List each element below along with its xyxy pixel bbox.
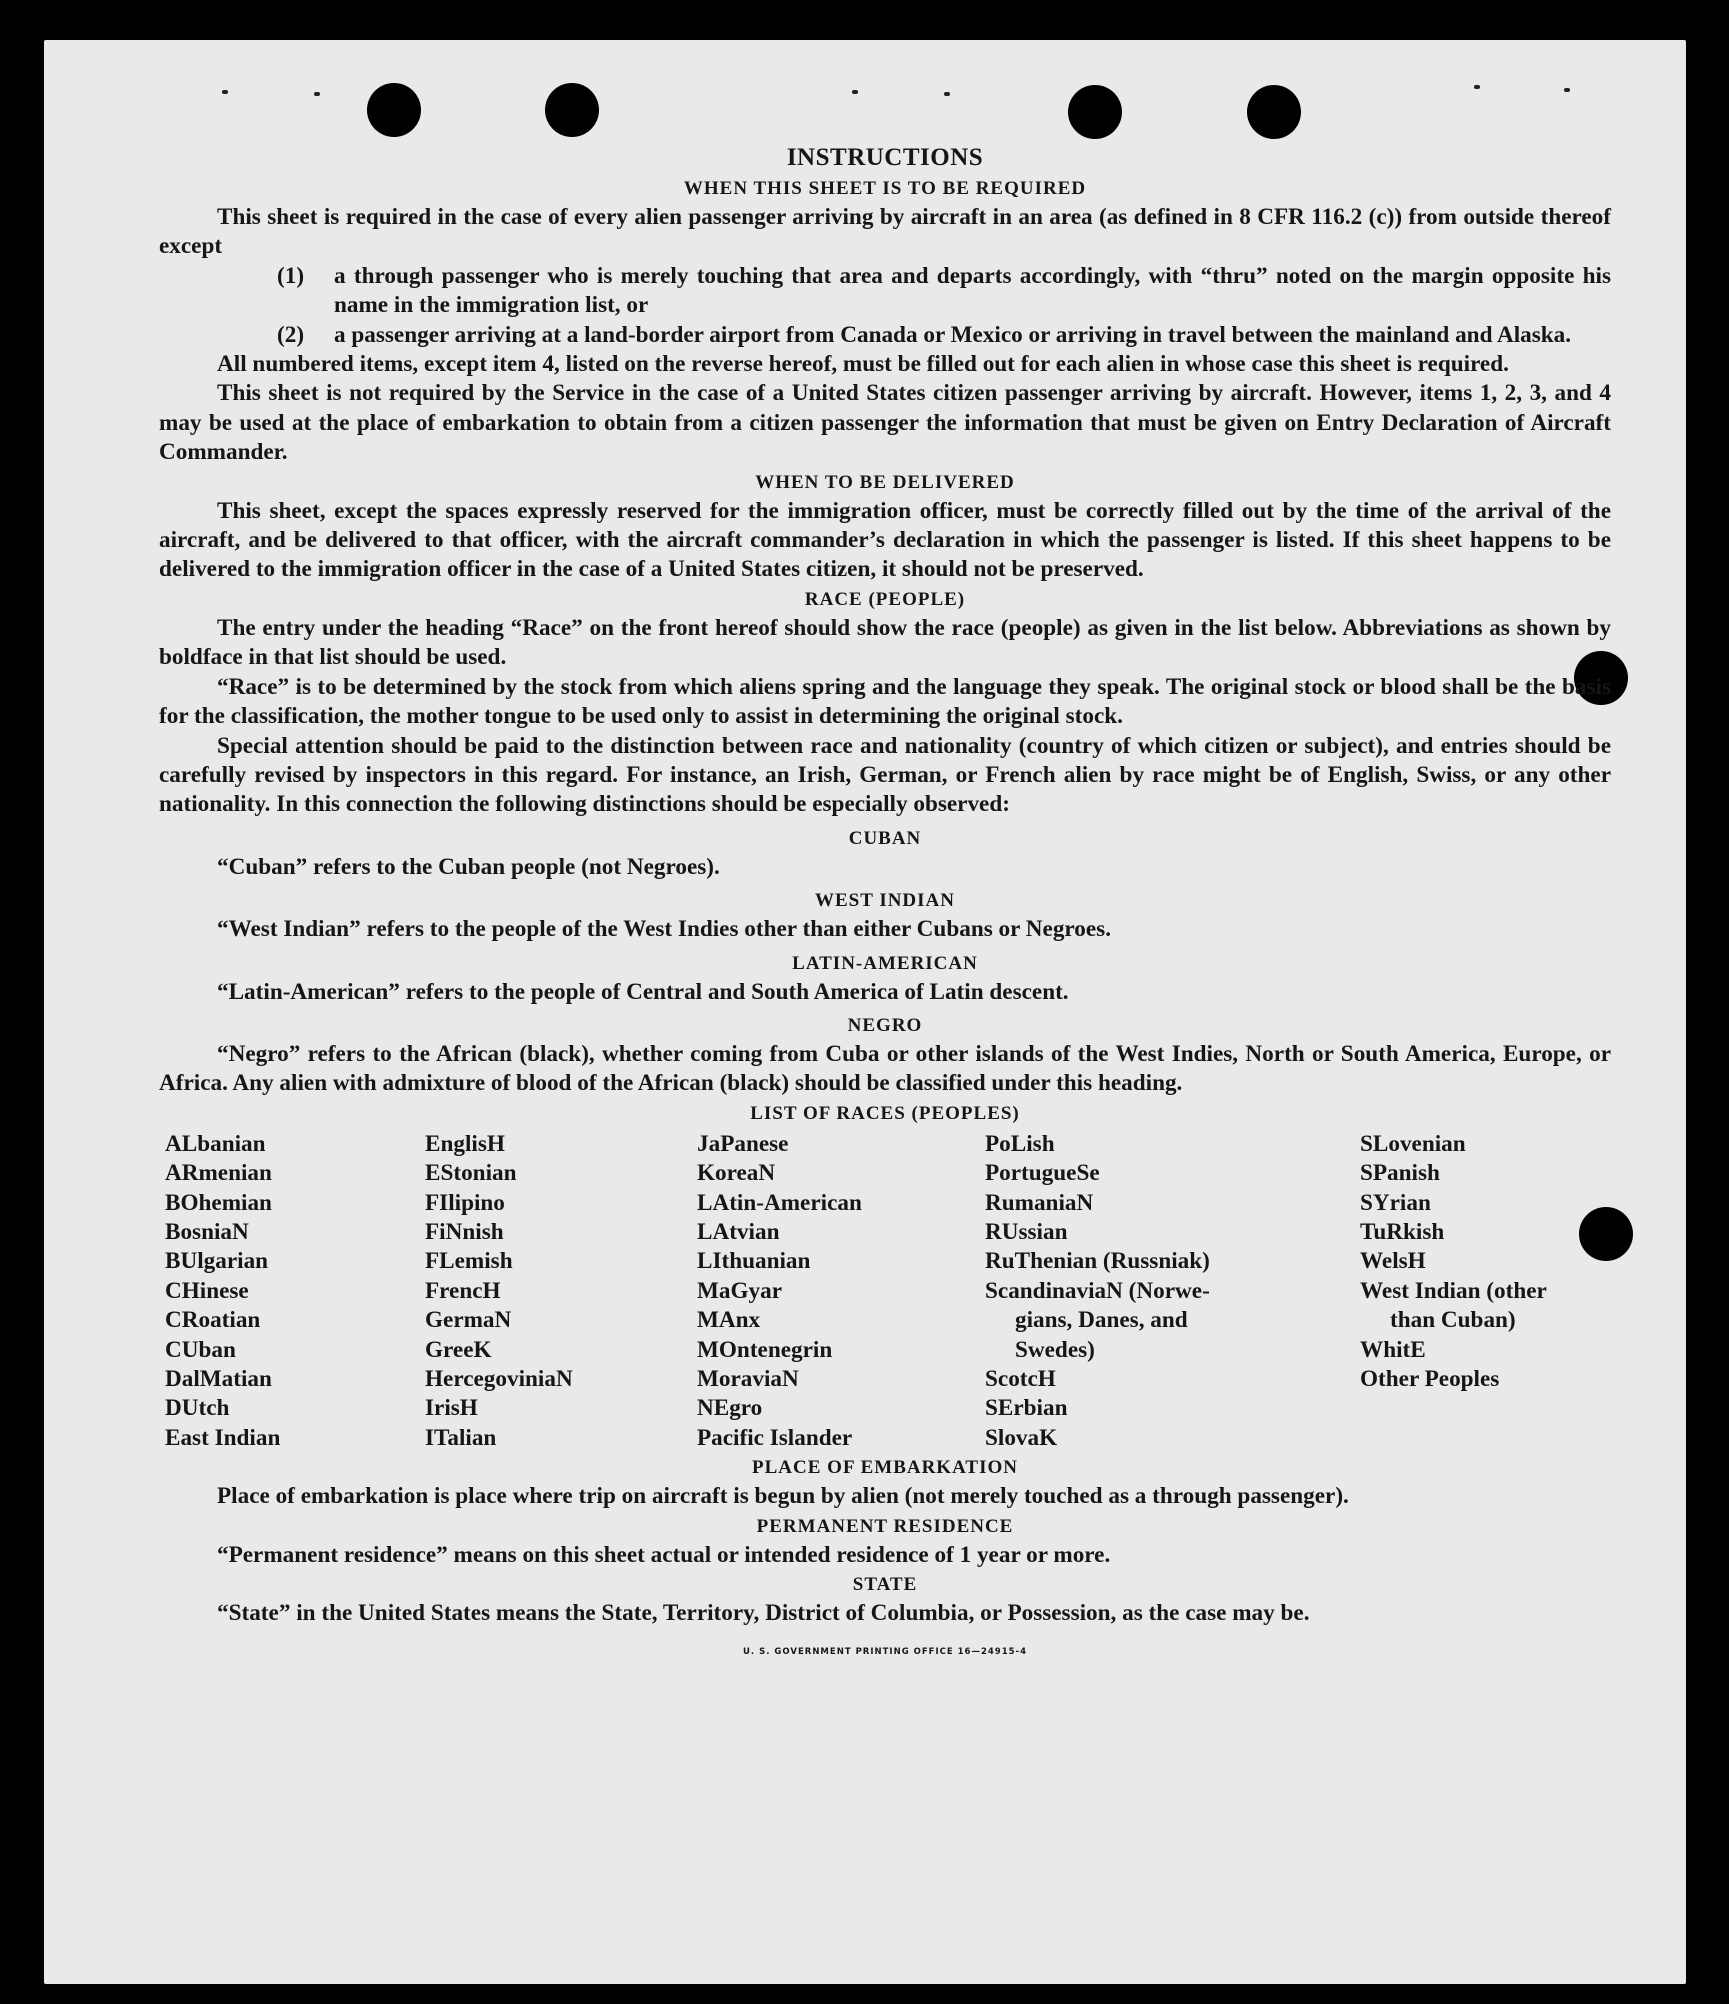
race-entry: SErbian (985, 1395, 1068, 1422)
race-entry: FiNnish (425, 1218, 504, 1245)
race-entry: ARmenian (165, 1160, 272, 1187)
exception-text: a through passenger who is merely touching that area and departs accordingly, with “thru” noted on the margin opposite his name in the immigration list, or (334, 262, 1611, 319)
paragraph: “West Indian” refers to the people of the West Indies other than either Cubans or Negroes. (217, 916, 1112, 943)
race-entry: LAtvian (697, 1218, 780, 1245)
race-entry: HercegoviniaN (425, 1366, 573, 1392)
race-entry: Pacific Islander (697, 1424, 853, 1451)
heading-latin-american: LATIN-AMERICAN (792, 952, 978, 974)
heading-embarkation: PLACE OF EMBARKATION (752, 1457, 1018, 1479)
race-entry: NEgro (697, 1395, 763, 1422)
paragraph: “State” in the United States means the State, Territory, District of Columbia, or Possession, as the case may be. (217, 1600, 1310, 1627)
race-entry: EnglisH (425, 1130, 505, 1157)
punch-hole (545, 83, 599, 137)
race-entry: LIthuanian (697, 1248, 811, 1275)
race-entry: ALbanian (165, 1130, 266, 1157)
heading-state: STATE (852, 1574, 918, 1596)
race-entry: CRoatian (165, 1307, 261, 1334)
speck (222, 90, 228, 94)
race-entry: PoLish (985, 1130, 1055, 1157)
race-entry: BUlgarian (165, 1248, 269, 1275)
race-entry: BOhemian (165, 1189, 272, 1216)
race-entry: BosniaN (165, 1218, 249, 1245)
race-column (1360, 1130, 1615, 1453)
heading-negro: NEGRO (847, 1014, 923, 1036)
race-entry: DalMatian (165, 1366, 272, 1392)
paragraph: “Latin-American” refers to the people of Central and South America of Latin descent. (217, 978, 1069, 1005)
race-entry: MOntenegrin (697, 1336, 833, 1363)
required-intro: This sheet is required in the case of every alien passenger arriving by aircraft in an area (as defined in 8 CFR 116.2 (c)) from outside thereof except (159, 204, 1611, 260)
race-entry: RumaniaN (985, 1189, 1094, 1216)
race-entry: ITalian (425, 1424, 497, 1451)
race-entry: ScotcH (985, 1366, 1056, 1392)
race-entry: KoreaN (697, 1160, 776, 1187)
speck (1564, 88, 1570, 92)
race-entry: SYrian (1360, 1189, 1431, 1216)
punch-hole (1247, 85, 1301, 139)
paragraph: This sheet is not required by the Service in the case of a United States citizen passenger arriving by aircraft. However, items 1, 2, 3, and 4 may be used at the place of embarkation to obtain from a citizen passenger the information that must be given on Entry Declaration of Aircraft Commander. (159, 380, 1611, 466)
punch-hole (1068, 85, 1122, 139)
race-entry: EStonian (425, 1160, 517, 1187)
race-entry-continued: gians, Danes, and (1015, 1307, 1188, 1334)
speck (852, 90, 858, 94)
document-body (159, 142, 1611, 1668)
page-title: INSTRUCTIONS (786, 144, 984, 171)
race-column (425, 1130, 697, 1453)
race-entry: JaPanese (697, 1130, 789, 1157)
heading-west-indian: WEST INDIAN (815, 890, 955, 912)
race-entry: MoraviaN (697, 1366, 799, 1392)
paragraph: “Race” is to be determined by the stock from which aliens spring and the language they speak. The original stock or blood shall be the basis for the classification, the mother tongue to be used only to assist in determining the original stock. (159, 673, 1611, 730)
race-entry: CHinese (165, 1277, 249, 1304)
race-entry: MaGyar (697, 1277, 782, 1304)
exception-number: (1) (277, 262, 305, 289)
speck (944, 92, 950, 96)
race-entry: DUtch (165, 1395, 230, 1422)
race-column (697, 1130, 985, 1453)
race-entry: SPanish (1360, 1160, 1440, 1187)
heading-list-of-races: LIST OF RACES (PEOPLES) (750, 1102, 1020, 1124)
race-entry: WelsH (1360, 1248, 1426, 1275)
heading-when-required: WHEN THIS SHEET IS TO BE REQUIRED (683, 178, 1087, 199)
race-entry: SLovenian (1360, 1130, 1466, 1157)
race-entry: FrencH (425, 1277, 501, 1304)
race-entry: East Indian (165, 1424, 281, 1451)
race-entry-continued: Swedes) (1015, 1336, 1095, 1363)
race-entry: GermaN (425, 1307, 512, 1334)
paragraph: Special attention should be paid to the distinction between race and nationality (country of which citizen or subject), and entries should be carefully revised by inspectors in this regard. For instance, an Irish, German, or French alien by race might be of English, Swiss, or any other nationality. In this connection the following distinctions should be especially observed: (159, 732, 1611, 818)
heading-permanent-residence: PERMANENT RESIDENCE (756, 1515, 1014, 1537)
punch-hole (367, 83, 421, 137)
race-entry: ScandinaviaN (Norwe- (985, 1277, 1210, 1304)
race-entry: LAtin-American (697, 1189, 862, 1216)
race-entry: Other Peoples (1360, 1366, 1500, 1392)
paragraph: “Negro” refers to the African (black), whether coming from Cuba or other islands of the West Indies, North or South America, Europe, or Africa. Any alien with admixture of blood of the African (black) should be classified under this heading. (159, 1040, 1611, 1097)
paragraph: Place of embarkation is place where trip on aircraft is begun by alien (not merely touched as a through passenger). (217, 1483, 1349, 1510)
race-entry: RUssian (985, 1218, 1068, 1245)
race-entry-continued: than Cuban) (1390, 1307, 1516, 1334)
race-column (165, 1130, 425, 1453)
race-list (165, 1130, 1615, 1453)
paragraph: “Cuban” refers to the Cuban people (not Negroes). (217, 853, 720, 880)
race-entry: PortugueSe (985, 1160, 1100, 1187)
race-entry: FIlipino (425, 1189, 505, 1216)
paragraph: “Permanent residence” means on this sheet actual or intended residence of 1 year or more. (217, 1541, 1111, 1568)
exception-item-2 (159, 321, 1611, 350)
race-entry: SlovaK (985, 1424, 1058, 1451)
race-entry: IrisH (425, 1395, 478, 1422)
race-entry: West Indian (other (1360, 1277, 1547, 1304)
speck (1474, 85, 1480, 89)
race-entry: WhitE (1360, 1336, 1426, 1363)
exception-text: a passenger arriving at a land-border airport from Canada or Mexico or arriving in travel between the mainland and Alaska. (334, 321, 1572, 348)
paragraph: All numbered items, except item 4, listed on the reverse hereof, must be filled out for each alien in whose case this sheet is required. (217, 351, 1509, 378)
heading-race: RACE (PEOPLE) (804, 588, 966, 610)
race-entry: FLemish (425, 1248, 513, 1275)
printer-imprint: U. S. GOVERNMENT PRINTING OFFICE 16—24915-4 (743, 1647, 1027, 1658)
race-column (985, 1130, 1360, 1453)
exception-item-1 (159, 262, 1611, 321)
paragraph: This sheet, except the spaces expressly reserved for the immigration officer, must be correctly filled out by the time of the arrival of the aircraft, and be delivered to that officer, with the aircraft commander’s declaration in which the passenger is listed. If this sheet happens to be delivered to the immigration officer in the case of a United States citizen, it should not be preserved. (159, 497, 1611, 583)
race-entry: RuThenian (Russniak) (985, 1248, 1210, 1275)
race-entry: GreeK (425, 1336, 492, 1363)
exception-number: (2) (277, 321, 305, 348)
paragraph: The entry under the heading “Race” on the front hereof should show the race (people) as given in the list below. Abbreviations as shown by boldface in that list should be used. (159, 614, 1611, 671)
race-entry: TuRkish (1360, 1218, 1445, 1245)
speck (314, 92, 320, 96)
heading-when-delivered: WHEN TO BE DELIVERED (755, 471, 1015, 493)
heading-cuban: CUBAN (848, 827, 922, 849)
race-entry: MAnx (697, 1307, 761, 1334)
race-entry: CUban (165, 1336, 236, 1363)
